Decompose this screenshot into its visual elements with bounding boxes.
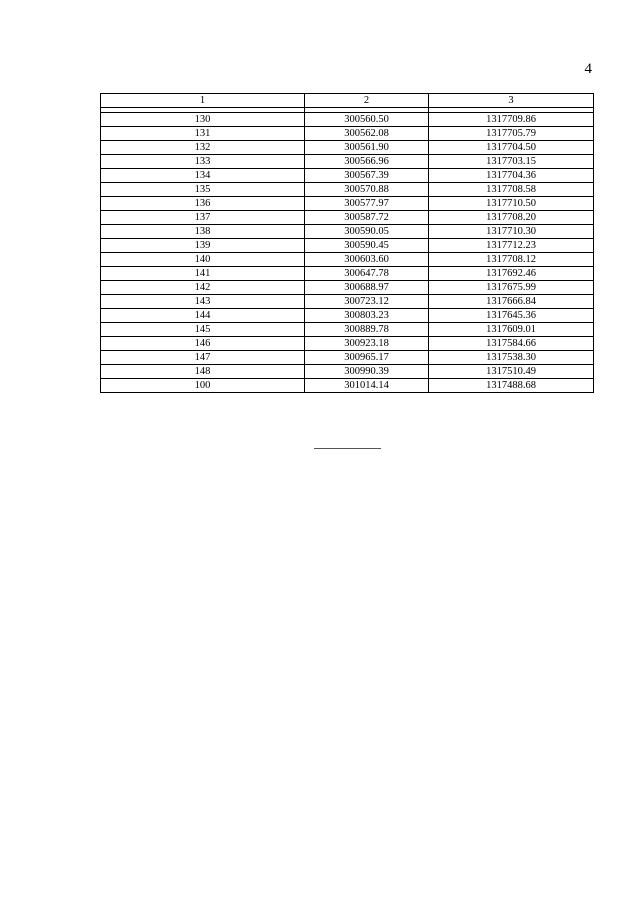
y-coordinate-cell: 1317645.36	[429, 309, 594, 323]
x-coordinate-cell: 301014.14	[305, 379, 429, 393]
point-number-cell: 145	[101, 323, 305, 337]
point-number-cell: 143	[101, 295, 305, 309]
table-row	[101, 183, 594, 197]
table-row	[101, 169, 594, 183]
point-number-cell: 100	[101, 379, 305, 393]
table-body	[101, 108, 594, 393]
x-coordinate-cell: 300566.96	[305, 155, 429, 169]
point-number-cell: 136	[101, 197, 305, 211]
table-row	[101, 337, 594, 351]
y-coordinate-cell: 1317584.66	[429, 337, 594, 351]
x-coordinate-cell: 300688.97	[305, 281, 429, 295]
table-row	[101, 281, 594, 295]
y-coordinate-cell: 1317710.50	[429, 197, 594, 211]
point-number-cell: 134	[101, 169, 305, 183]
y-coordinate-cell: 1317692.46	[429, 267, 594, 281]
table-row	[101, 267, 594, 281]
x-coordinate-cell: 300590.05	[305, 225, 429, 239]
x-coordinate-cell: 300923.18	[305, 337, 429, 351]
y-coordinate-cell: 1317666.84	[429, 295, 594, 309]
table-row	[101, 197, 594, 211]
x-coordinate-cell: 300587.72	[305, 211, 429, 225]
table-row	[101, 141, 594, 155]
x-coordinate-cell: 300647.78	[305, 267, 429, 281]
y-coordinate-cell: 1317609.01	[429, 323, 594, 337]
table-row	[101, 211, 594, 225]
point-number-cell: 130	[101, 113, 305, 127]
x-coordinate-cell: 300570.88	[305, 183, 429, 197]
column-header-2: 2	[305, 94, 429, 108]
y-coordinate-cell: 1317705.79	[429, 127, 594, 141]
point-number-cell: 133	[101, 155, 305, 169]
table-row	[101, 351, 594, 365]
table-row	[101, 225, 594, 239]
x-coordinate-cell: 300577.97	[305, 197, 429, 211]
y-coordinate-cell: 1317708.20	[429, 211, 594, 225]
y-coordinate-cell: 1317538.30	[429, 351, 594, 365]
x-coordinate-cell: 300561.90	[305, 141, 429, 155]
point-number-cell: 140	[101, 253, 305, 267]
table-row	[101, 295, 594, 309]
table-row	[101, 239, 594, 253]
end-divider-line	[314, 448, 381, 449]
y-coordinate-cell: 1317708.58	[429, 183, 594, 197]
y-coordinate-cell: 1317675.99	[429, 281, 594, 295]
column-header-3: 3	[429, 94, 594, 108]
x-coordinate-cell: 300723.12	[305, 295, 429, 309]
y-coordinate-cell: 1317710.30	[429, 225, 594, 239]
y-coordinate-cell: 1317709.86	[429, 113, 594, 127]
point-number-cell: 148	[101, 365, 305, 379]
point-number-cell: 141	[101, 267, 305, 281]
y-coordinate-cell: 1317712.23	[429, 239, 594, 253]
y-coordinate-cell: 1317703.15	[429, 155, 594, 169]
column-header-1: 1	[101, 94, 305, 108]
table-row	[101, 155, 594, 169]
x-coordinate-cell: 300590.45	[305, 239, 429, 253]
point-number-cell: 147	[101, 351, 305, 365]
page-number: 4	[584, 61, 592, 77]
y-coordinate-cell: 1317708.12	[429, 253, 594, 267]
y-coordinate-cell: 1317704.36	[429, 169, 594, 183]
table-row	[101, 309, 594, 323]
point-number-cell: 139	[101, 239, 305, 253]
point-number-cell: 138	[101, 225, 305, 239]
x-coordinate-cell: 300990.39	[305, 365, 429, 379]
x-coordinate-cell: 300965.17	[305, 351, 429, 365]
table-row	[101, 127, 594, 141]
table-row	[101, 379, 594, 393]
x-coordinate-cell: 300889.78	[305, 323, 429, 337]
x-coordinate-cell: 300560.50	[305, 113, 429, 127]
x-coordinate-cell: 300603.60	[305, 253, 429, 267]
table-header	[101, 94, 594, 108]
table-row	[101, 365, 594, 379]
point-number-cell: 131	[101, 127, 305, 141]
table-row	[101, 323, 594, 337]
point-number-cell: 135	[101, 183, 305, 197]
x-coordinate-cell: 300567.39	[305, 169, 429, 183]
point-number-cell: 142	[101, 281, 305, 295]
header-row	[101, 94, 594, 108]
table-row	[101, 253, 594, 267]
y-coordinate-cell: 1317488.68	[429, 379, 594, 393]
table-row	[101, 113, 594, 127]
point-number-cell: 144	[101, 309, 305, 323]
x-coordinate-cell: 300803.23	[305, 309, 429, 323]
y-coordinate-cell: 1317704.50	[429, 141, 594, 155]
y-coordinate-cell: 1317510.49	[429, 365, 594, 379]
point-number-cell: 137	[101, 211, 305, 225]
coordinates-table	[100, 93, 594, 393]
point-number-cell: 146	[101, 337, 305, 351]
point-number-cell: 132	[101, 141, 305, 155]
x-coordinate-cell: 300562.08	[305, 127, 429, 141]
